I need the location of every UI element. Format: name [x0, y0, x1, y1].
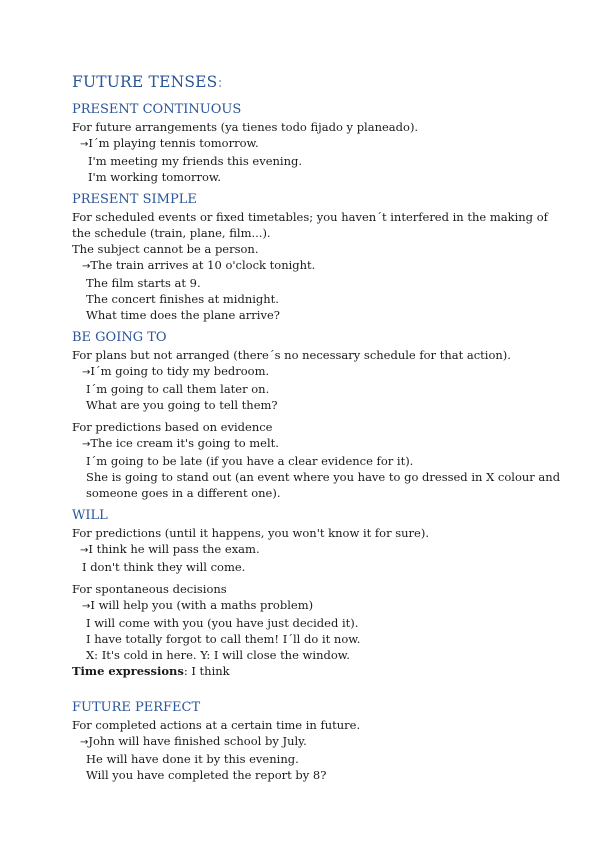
section-description: For plans but not arranged (there´s no necessary schedule for that action). — [72, 348, 511, 362]
example-line: I will come with you (you have just decided it). — [86, 616, 359, 630]
section-heading: PRESENT SIMPLE — [72, 192, 197, 207]
section-present-simple — [72, 191, 548, 323]
arrow-icon: → — [82, 367, 91, 378]
example-line: I'm meeting my friends this evening. — [88, 154, 303, 168]
example-line: What are you going to tell them? — [86, 398, 278, 412]
example-line: →I´m playing tennis tomorrow. — [80, 136, 259, 150]
section-will — [72, 507, 542, 679]
section-heading: PRESENT CONTINUOUS — [72, 102, 242, 117]
example-line: →The train arrives at 10 o'clock tonight. — [82, 258, 316, 272]
arrow-icon: → — [80, 545, 89, 556]
example-line: The film starts at 9. — [86, 276, 201, 290]
example-line: I have totally forgot to call them! I´ll do it now. — [86, 632, 361, 646]
example-line: X: It's cold in here. Y: I will close the window. — [86, 648, 350, 662]
example-line: →John will have finished school by July. — [80, 734, 307, 748]
time-expressions — [72, 663, 542, 679]
section-description: For future arrangements (ya tienes todo fijado y planeado). — [72, 120, 419, 134]
section-description: The subject cannot be a person. — [72, 242, 259, 256]
section-future-perfect — [72, 699, 542, 783]
example-line: →I will help you (with a maths problem) — [82, 598, 314, 612]
example-line: →The ice cream it's going to melt. — [82, 436, 279, 450]
example-line: The concert finishes at midnight. — [86, 292, 279, 306]
arrow-icon: → — [82, 601, 91, 612]
example-line: I´m going to be late (if you have a clear evidence for it). — [86, 454, 414, 468]
arrow-icon: → — [82, 439, 91, 450]
section-description: For spontaneous decisions — [72, 582, 227, 596]
example-line: →I´m going to tidy my bedroom. — [82, 364, 270, 378]
example-line: He will have done it by this evening. — [86, 752, 299, 766]
arrow-icon: → — [80, 139, 89, 150]
document-body — [72, 101, 561, 789]
example-line: I'm working tomorrow. — [88, 170, 222, 184]
section-description: For predictions (until it happens, you won't know it for sure). — [72, 526, 429, 540]
page-title — [72, 74, 223, 90]
arrow-icon: → — [82, 261, 91, 272]
example-line: Will you have completed the report by 8? — [86, 768, 327, 782]
time-expressions-label: Time expressions — [72, 664, 184, 678]
example-line: What time does the plane arrive? — [86, 308, 280, 322]
example-line: someone goes in a different one). — [86, 486, 281, 500]
example-line: I don't think they will come. — [82, 560, 246, 574]
section-description: For completed actions at a certain time in future. — [72, 718, 361, 732]
time-expressions-value: : I think — [183, 664, 230, 678]
section-heading: BE GOING TO — [72, 330, 167, 345]
example-line: She is going to stand out (an event where you have to go dressed in X colour and — [86, 470, 561, 484]
section-heading: FUTURE PERFECT — [72, 700, 201, 715]
section-be-going-to — [72, 329, 561, 501]
section-description: For scheduled events or fixed timetables; you haven´t interfered in the making of — [72, 210, 548, 224]
example-line: →I think he will pass the exam. — [80, 542, 260, 556]
section-description: the schedule (train, plane, film...). — [72, 226, 271, 240]
title-colon: : — [217, 73, 223, 91]
section-heading: WILL — [72, 508, 108, 523]
example-line: I´m going to call them later on. — [86, 382, 270, 396]
title-text: FUTURE TENSES — [72, 73, 218, 91]
section-description: For predictions based on evidence — [72, 420, 273, 434]
section-present-continuous — [72, 101, 542, 185]
arrow-icon: → — [80, 737, 89, 748]
